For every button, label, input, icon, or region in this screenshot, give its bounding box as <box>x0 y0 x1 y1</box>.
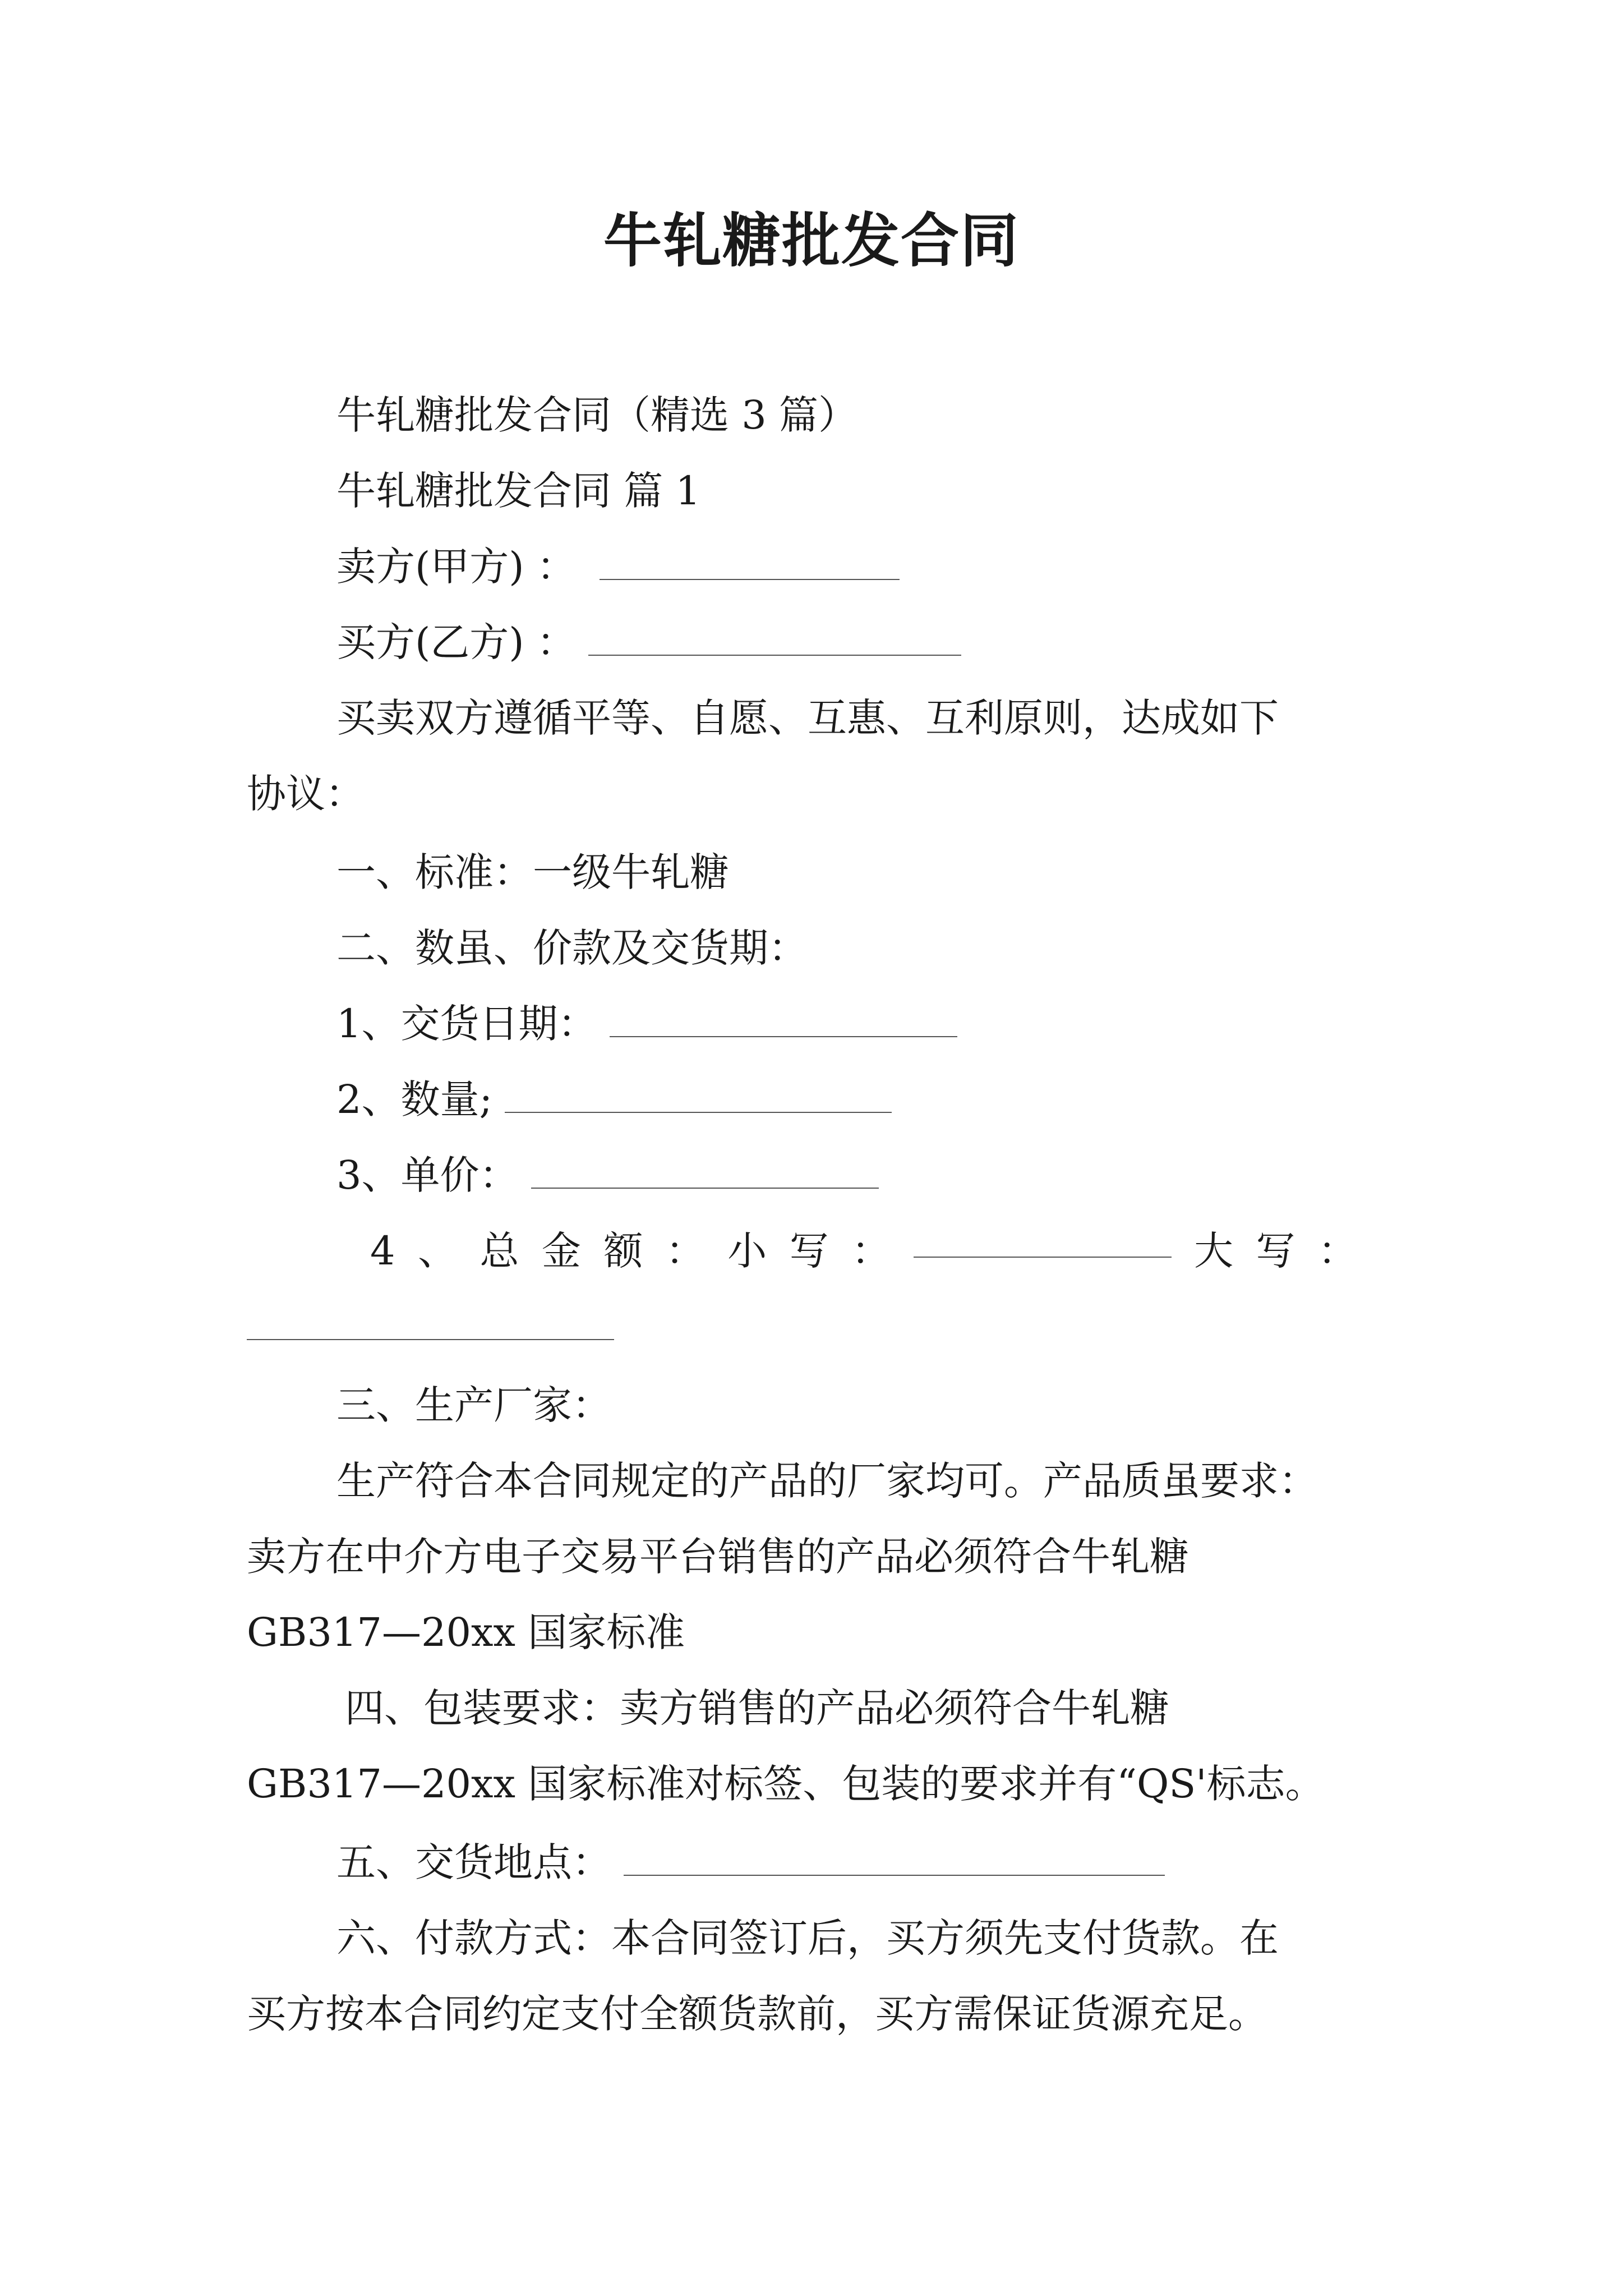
delivery-date-label: 1、交货日期： <box>336 1001 597 1047</box>
manufacturer-paragraph-line-2: 卖方在中介方电子交易平台销售的产品必须符合牛轧糖 <box>247 1534 1189 1580</box>
total-amount-text: 、 <box>418 1228 457 1274</box>
total-amount-text: 大 <box>1194 1228 1234 1274</box>
unit-price-line <box>336 1147 879 1203</box>
total-amount-text: 金 <box>541 1228 581 1274</box>
total-amount-text: ： <box>665 1228 705 1274</box>
delivery-place-line <box>336 1834 1165 1890</box>
total-amount-text: 写 <box>789 1228 829 1274</box>
delivery-date-blank[interactable] <box>610 1002 957 1037</box>
delivery-date-line <box>336 996 957 1052</box>
total-amount-line <box>370 1223 1357 1279</box>
amount-uppercase-line <box>247 1299 614 1355</box>
packaging-line-1: 四、包装要求：卖方销售的产品必须符合牛轧糖 <box>345 1685 1169 1731</box>
payment-line-1: 六、付款方式：本合同签订后，买方须先支付货款。在 <box>336 1915 1279 1961</box>
seller-blank[interactable] <box>600 545 900 580</box>
unit-price-blank[interactable] <box>531 1154 879 1189</box>
total-amount-text: 小 <box>727 1228 767 1274</box>
manufacturer-paragraph-line-3: GB317—20xx 国家标准 <box>247 1609 685 1655</box>
packaging-line-2: GB317—20xx 国家标准对标签、包装的要求并有“QS'标志。 <box>247 1761 1325 1807</box>
section-quantity-price: 二、数虽、价款及交货期： <box>336 925 808 971</box>
document-title: 牛轧糖批发合同 <box>603 206 1020 275</box>
amount-uppercase-blank[interactable] <box>247 1305 614 1340</box>
unit-price-label: 3、单价： <box>336 1152 519 1198</box>
buyer-label: 买方(乙方) ： <box>336 619 576 665</box>
quantity-blank[interactable] <box>505 1078 892 1113</box>
buyer-line <box>336 614 961 670</box>
section-standard: 一、标准：一级牛轧糖 <box>336 849 729 895</box>
seller-label: 卖方(甲方) ： <box>336 544 576 590</box>
total-amount-text: 写 <box>1256 1228 1295 1274</box>
delivery-place-blank[interactable] <box>624 1841 1165 1876</box>
intro-paragraph-line-2: 协议： <box>247 771 365 817</box>
total-amount-text: ： <box>1317 1228 1357 1274</box>
total-amount-text: 4 <box>370 1228 395 1274</box>
payment-line-2: 买方按本合同约定支付全额货款前，买方需保证货源充足。 <box>247 1991 1267 2037</box>
amount-lowercase-blank[interactable] <box>914 1223 1172 1258</box>
document-subtitle: 牛轧糖批发合同（精选 3 篇） <box>336 392 858 438</box>
intro-paragraph-line-1: 买卖双方遵循平等、自愿、互惠、互利原则，达成如下 <box>336 695 1279 741</box>
total-amount-text: 总 <box>479 1228 519 1274</box>
total-amount-text: ： <box>851 1228 891 1274</box>
manufacturer-paragraph-line-1: 生产符合本合同规定的产品的厂家均可。产品质虽要求： <box>336 1458 1318 1504</box>
section-manufacturer: 三、生产厂家： <box>336 1382 611 1428</box>
quantity-line <box>336 1071 892 1128</box>
seller-line <box>336 539 900 595</box>
quantity-label: 2、数量; <box>336 1076 493 1122</box>
part-heading: 牛轧糖批发合同 篇 1 <box>336 468 701 514</box>
delivery-place-label: 五、交货地点： <box>336 1839 611 1885</box>
buyer-blank[interactable] <box>588 621 961 656</box>
total-amount-text: 额 <box>603 1228 643 1274</box>
